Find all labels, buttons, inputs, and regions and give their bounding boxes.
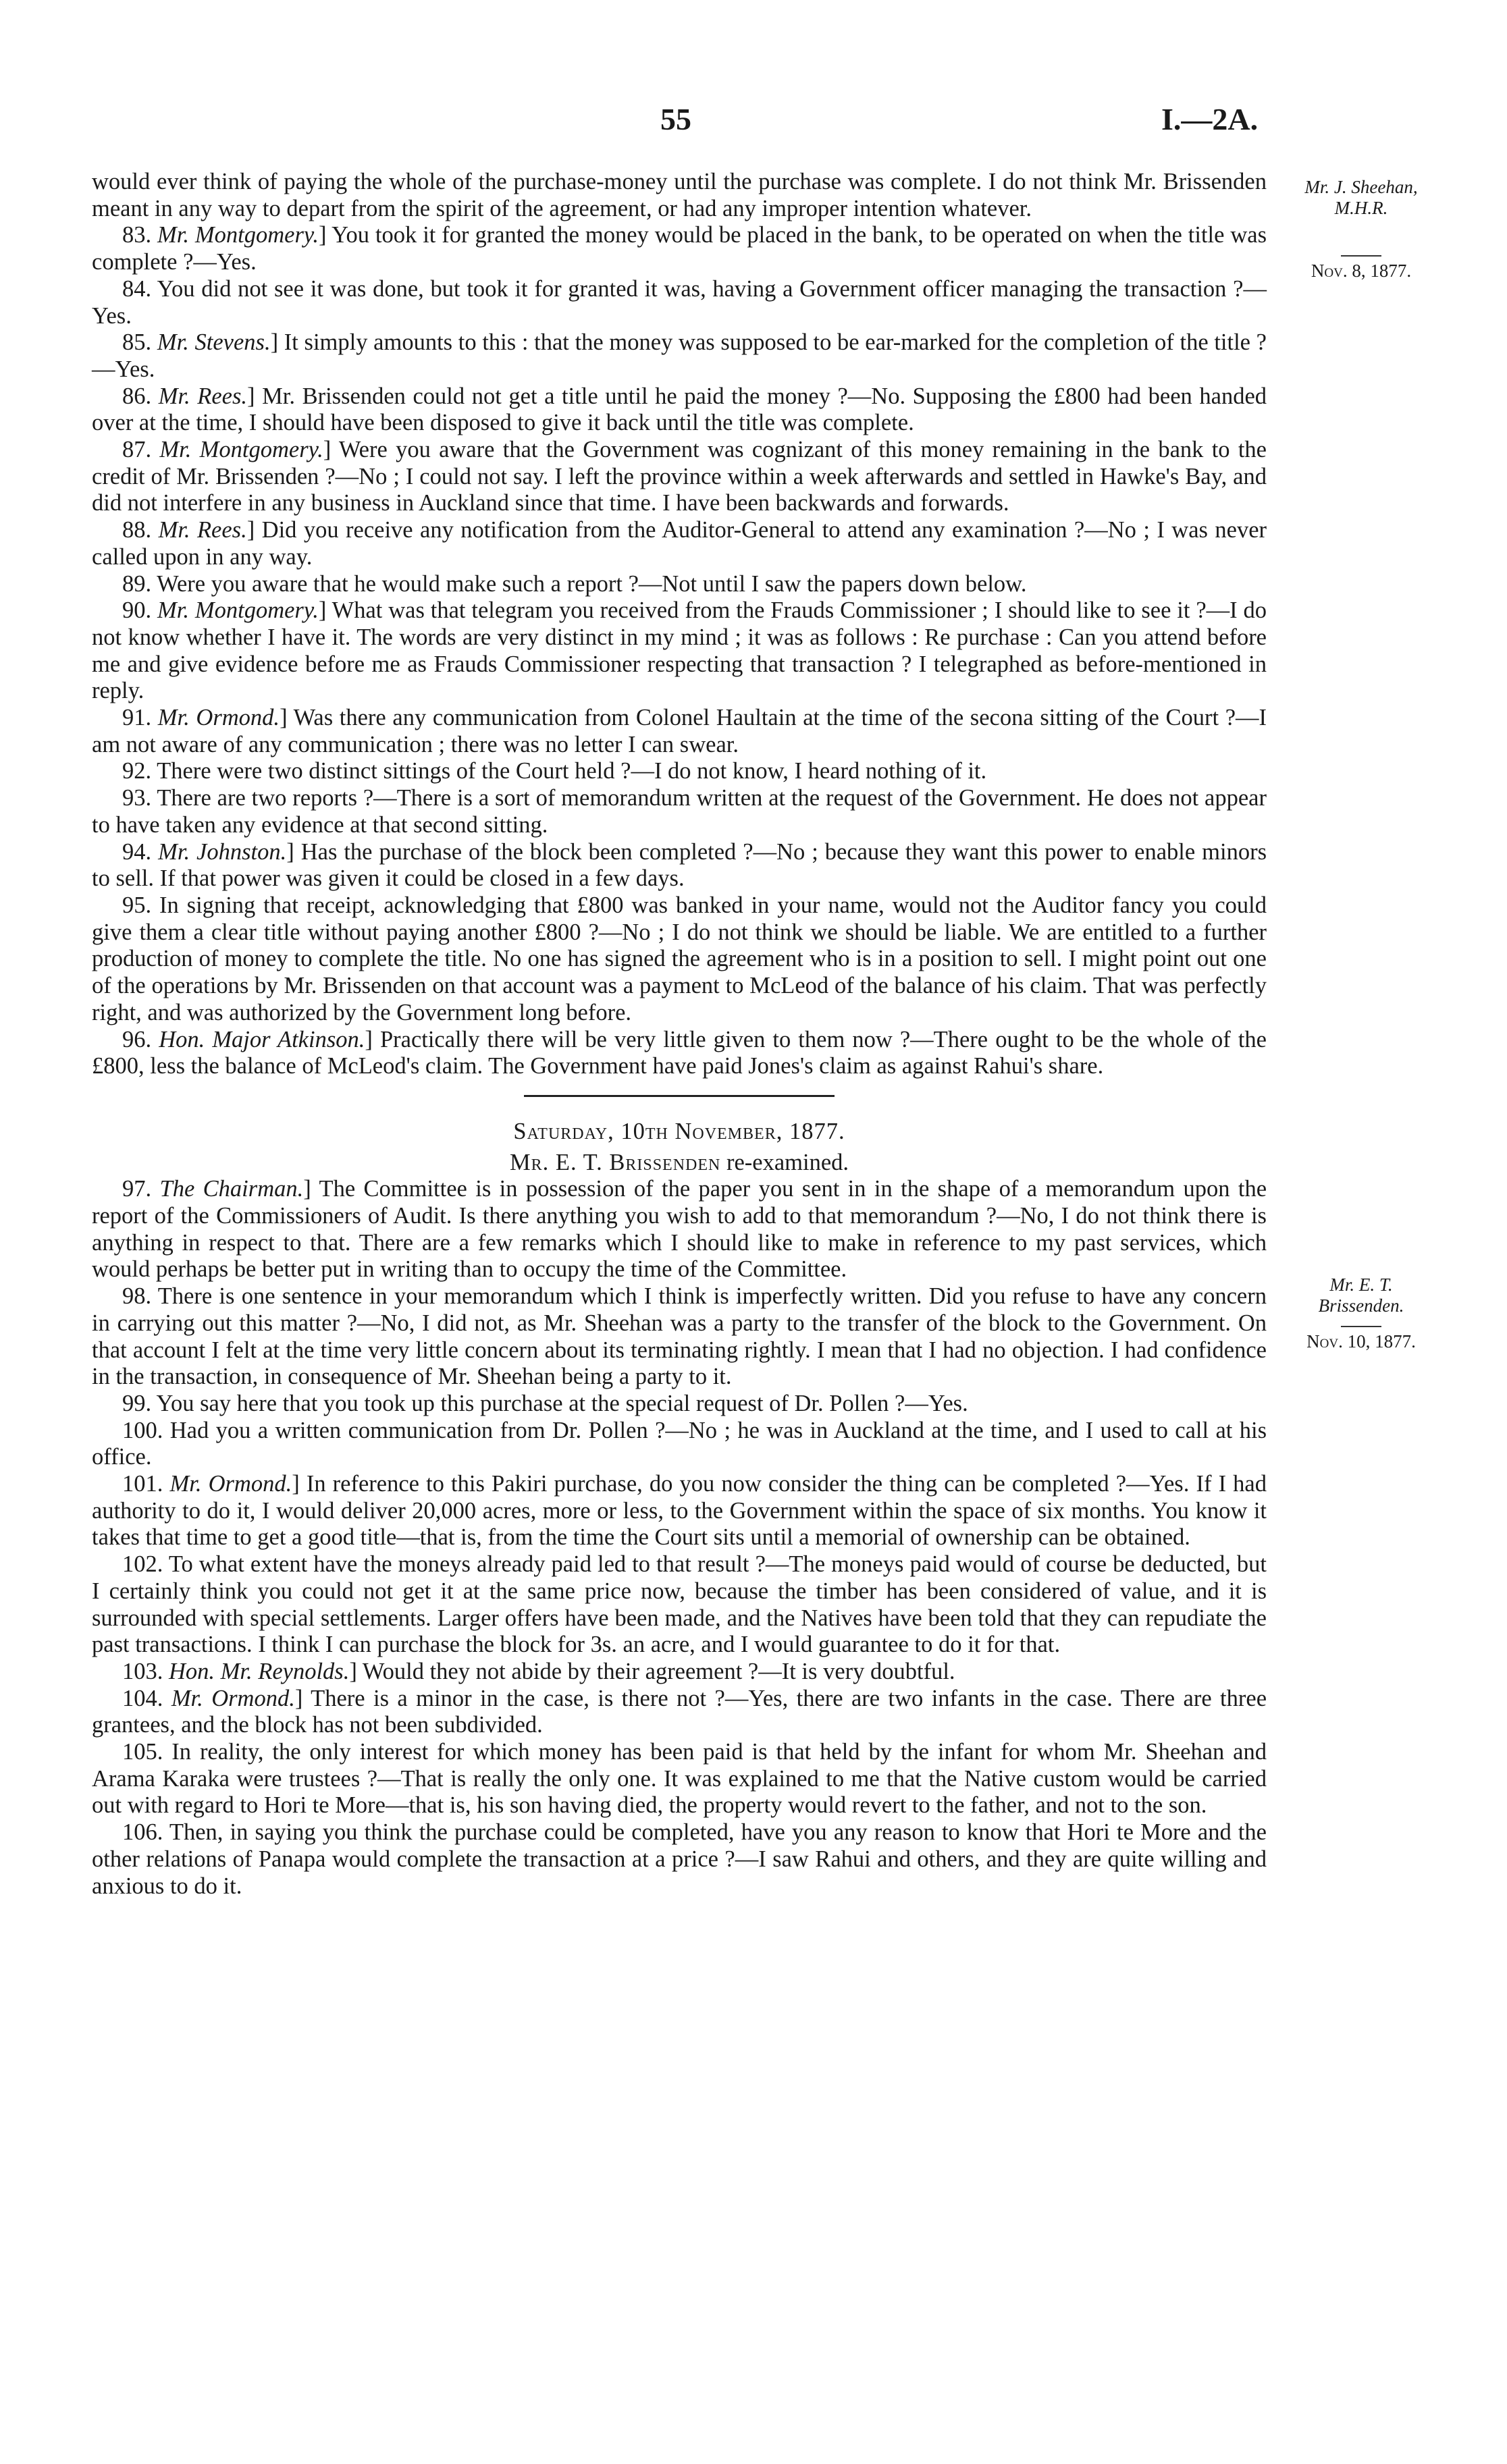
question-paragraph: [92, 1739, 1267, 1819]
question-paragraph: [92, 169, 1267, 222]
question-text: ] Mr. Brissenden could not get a title until he paid the money ?—No. Supposing the £800 had been handed over at the time, I should have been disposed to give it back until the title was complete.: [92, 383, 1267, 436]
question-paragraph: [92, 1659, 1267, 1686]
question-text: ] Was there any communication from Colonel Haultain at the time of the secona sitting of the Court ?—I am not aware of any communication ; there was no letter I can swear.: [92, 705, 1267, 757]
question-number: 87.: [122, 437, 160, 463]
margin-date-nov10: [1287, 1323, 1435, 1352]
question-number: 106.: [122, 1819, 169, 1846]
question-paragraph: [92, 383, 1267, 437]
question-number: 88.: [122, 517, 159, 543]
question-paragraph: [92, 705, 1267, 758]
question-paragraph: [92, 785, 1267, 838]
margin-witness-sheehan: Mr. J. Sheehan, M.H.R.: [1304, 177, 1418, 218]
question-text: ] There is a minor in the case, is there not ?—Yes, there are two infants in the case. There are three grantees, and the block has not been subdivided.: [92, 1685, 1267, 1738]
question-number: 104.: [122, 1685, 171, 1711]
question-paragraph: [92, 597, 1267, 705]
question-paragraph: [92, 1819, 1267, 1900]
question-text: ] What was that telegram you received from the Frauds Commissioner ; I should like to see it ?—I do not know whether I have it. The words are very distinct in my mind ; it was as follows : Re purchase : Can you attend before me and give evidence before me as Frauds Commissioner respecting that transaction ? I telegraphed as before-mentioned in reply.: [92, 597, 1267, 704]
question-paragraph: [92, 571, 1267, 598]
question-number: 101.: [122, 1471, 170, 1497]
question-text: There are two reports ?—There is a sort of memorandum written at the request of the Government. He does not appear to have taken any evidence at that second sitting.: [92, 785, 1267, 838]
question-text: Were you aware that he would make such a report ?—Not until I saw the papers down below.: [157, 570, 1027, 597]
question-text: Then, in saying you think the purchase could be completed, have you any reason to know that Hori te More and the other relations of Panapa would complete the transaction at a price ?—I saw Rahui and others, and they are quite willing and anxious to do it.: [92, 1819, 1267, 1899]
question-number: 89.: [122, 570, 157, 597]
question-paragraph: [92, 1027, 1267, 1080]
question-text: In reality, the only interest for which money has been paid is that held by the infant for whom Mr. Sheehan and Arama Karaka were trustees ?—That is really the only one. It was explained to me that the Native custom would be carried out with regard to Hori te More—that is, his son having died, the property would revert to the father, and not to the son.: [92, 1739, 1267, 1819]
question-paragraph: [92, 517, 1267, 570]
sitting-date: Saturday, 10th November, 1877.: [513, 1118, 845, 1144]
question-text: ] You took it for granted the money would be placed in the bank, to be operated on when the title was complete ?—Yes.: [92, 222, 1267, 275]
speaker-name: Hon. Major Atkinson.: [159, 1026, 365, 1052]
margin-date-nov10-text: Nov. 10, 1877.: [1306, 1331, 1416, 1351]
question-text: Had you a written communication from Dr. Pollen ?—No ; he was in Auckland at the time, and I used to call at his office.: [92, 1417, 1267, 1470]
speaker-name: Hon. Mr. Reynolds.: [169, 1658, 350, 1684]
question-number: 94.: [122, 838, 159, 865]
question-number: 98.: [122, 1283, 158, 1310]
question-number: 102.: [122, 1551, 169, 1578]
speaker-name: Mr. Montgomery.: [157, 597, 319, 624]
question-paragraph: [92, 892, 1267, 1027]
witness-name: Mr. E. T. Brissenden: [509, 1149, 721, 1175]
question-paragraph: [92, 758, 1267, 785]
question-number: 90.: [122, 597, 158, 624]
question-paragraph: [92, 276, 1267, 329]
question-number: 91.: [122, 705, 158, 731]
question-number: 99.: [122, 1390, 157, 1416]
question-number: 103.: [122, 1658, 169, 1684]
page-header: [0, 101, 1507, 142]
question-paragraph: [92, 1418, 1267, 1471]
speaker-name: Mr. Montgomery.: [159, 437, 323, 463]
question-number: 85.: [122, 329, 157, 356]
evidence-block-brissenden: [92, 1176, 1267, 1900]
question-number: 96.: [122, 1026, 159, 1052]
speaker-name: Mr. Montgomery.: [157, 222, 319, 248]
question-text: There were two distinct sittings of the Court held ?—I do not know, I heard nothing of it.: [157, 758, 987, 784]
margin-date-nov8: [1287, 252, 1435, 282]
question-text: ] In reference to this Pakiri purchase, do you now consider the thing can be completed ?—Yes. If I had authority to do it, I would deliver 20,000 acres, more or less, to the Government within the space of six months. You know it takes that time to get a good title—that is, from the time the Court sits until a memorial of ownership can be obtained.: [92, 1471, 1267, 1551]
page-number: 55: [660, 102, 691, 136]
question-number: 100.: [122, 1417, 170, 1443]
margin-date-nov8-text: Nov. 8, 1877.: [1311, 261, 1412, 281]
speaker-name: Mr. Stevens.: [157, 329, 271, 356]
question-text: ] Would they not abide by their agreement ?—It is very doubtful.: [349, 1658, 955, 1684]
question-paragraph: [92, 1391, 1267, 1418]
speaker-name: Mr. Ormond.: [171, 1685, 295, 1711]
question-text: To what extent have the moneys already paid led to that result ?—The moneys paid would of course be deducted, but I certainly think you could not get it at the same price now, because the timber has been considered of value, and it is surrounded with special settlements. Larger offers have been made, and the Natives have been told that they can repudiate the past transactions. I think I can purchase the block for 3s. an acre, and I would guarantee to do it for that.: [92, 1551, 1267, 1658]
question-paragraph: [92, 437, 1267, 517]
question-number: 84.: [122, 275, 157, 302]
question-text: would ever think of paying the whole of the purchase-money until the purchase was complete. I do not think Mr. Brissenden meant in any way to depart from the spirit of the agreement, or had any improper intention whatever.: [92, 169, 1267, 221]
question-number: 97.: [122, 1176, 160, 1202]
question-text: ] Has the purchase of the block been completed ?—No ; because they want this power to enable minors to sell. If that power was given it could be closed in a few days.: [92, 838, 1267, 892]
speaker-name: Mr. Ormond.: [169, 1471, 292, 1497]
question-number: 93.: [122, 785, 157, 811]
question-number: 83.: [122, 222, 158, 248]
question-paragraph: [92, 1283, 1267, 1391]
question-paragraph: [92, 222, 1267, 275]
question-paragraph: [92, 1686, 1267, 1739]
question-text: ] Practically there will be very little given to them now ?—There ought to be the whole of the £800, less the balance of McLeod's claim. The Government have paid Jones's claim as against Rahui's share.: [92, 1026, 1267, 1079]
evidence-text: [92, 169, 1267, 1900]
speaker-name: Mr. Ormond.: [157, 705, 280, 731]
question-text: ] The Committee is in possession of the paper you sent in in the shape of a memorandum upon the report of the Commissioners of Audit. Is there anything you wish to add to that memorandum ?—No, I do not think there is anything in respect to that. There are a few remarks which I should like to make in reference to my past services, which would perhaps be better put in writing than to occupy the time of the Committee.: [92, 1176, 1267, 1283]
section-divider: [524, 1095, 835, 1097]
margin-rule: [1341, 255, 1381, 257]
question-paragraph: [92, 1176, 1267, 1283]
witness-heading: [92, 1150, 1267, 1177]
question-paragraph: [92, 1471, 1267, 1551]
question-paragraph: [92, 839, 1267, 892]
speaker-name: Mr. Rees.: [158, 383, 248, 409]
question-text: There is one sentence in your memorandum which I think is imperfectly written. Did you refuse to have any concern in carrying out this matter ?—No, I did not, as Mr. Sheehan was a party to the transfer of the block to the Government. On that account I felt at the time very little concern about its terminating rightly. I mean that I had no objection. I had confidence in the transaction, in consequence of Mr. Sheehan being a party to it.: [92, 1283, 1267, 1390]
speaker-name: Mr. Johnston.: [158, 838, 287, 865]
question-text: In signing that receipt, acknowledging that £800 was banked in your name, would not the Auditor fancy you could give them a clear title without paying another £800 ?—No ; I do not think we should be liable. We are entitled to a further production of money to complete the title. No one has signed the agreement who is in a position to sell. I might point out one of the operations by Mr. Brissenden on that account was a payment to McLeod of the balance of his claim. That was perfectly right, and was authorized by the Government long before.: [92, 892, 1267, 1025]
document-reference: I.—2A.: [1161, 102, 1259, 136]
witness-status: re-examined.: [720, 1149, 849, 1175]
question-text: ] Were you aware that the Government was cognizant of this money remaining in the bank to the credit of Mr. Brissenden ?—No ; I could not say. I left the province within a week afterwards and settled in Hawke's Bay, and did not interfere in any business in Auckland since that time. I have been backwards and forwards.: [92, 437, 1267, 516]
question-text: You did not see it was done, but took it for granted it was, having a Government officer managing the transaction ?—Yes.: [92, 275, 1267, 329]
question-number: 105.: [122, 1739, 172, 1765]
question-paragraph: [92, 1551, 1267, 1659]
speaker-name: Mr. Rees.: [158, 517, 247, 543]
question-text: ] It simply amounts to this : that the money was supposed to be ear-marked for the completion of the title ?—Yes.: [92, 329, 1267, 382]
question-number: 95.: [122, 892, 160, 918]
speaker-name: The Chairman.: [159, 1176, 304, 1202]
evidence-block-sheehan: [92, 169, 1267, 1080]
question-number: 92.: [122, 758, 157, 784]
question-text: You say here that you took up this purchase at the special request of Dr. Pollen ?—Yes.: [156, 1390, 968, 1416]
question-paragraph: [92, 329, 1267, 383]
margin-rule: [1341, 1326, 1381, 1327]
question-text: ] Did you receive any notification from the Auditor-General to attend any examination ?—No ; I was never called upon in any way.: [92, 517, 1267, 570]
question-number: 86.: [122, 383, 159, 409]
margin-witness-brissenden: Mr. E. T. Brissenden.: [1318, 1275, 1404, 1316]
